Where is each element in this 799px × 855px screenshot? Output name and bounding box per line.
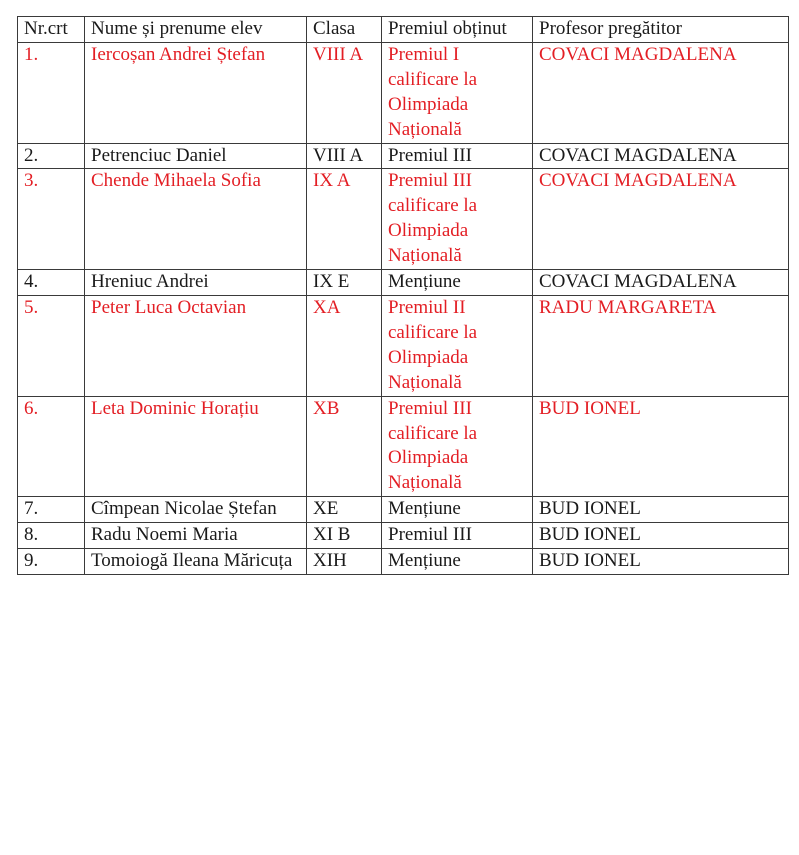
header-name: Nume și prenume elev (85, 17, 307, 43)
cell-nr: 5. (18, 295, 85, 396)
table-row (18, 497, 789, 523)
cell-nr: 8. (18, 523, 85, 549)
cell-prize: Premiul I calificare la Olimpiada Națională (382, 42, 533, 143)
cell-class: XB (307, 396, 382, 497)
cell-prize: Mențiune (382, 270, 533, 296)
cell-teacher: BUD IONEL (533, 396, 789, 497)
header-nr: Nr.crt (18, 17, 85, 43)
header-prize: Premiul obținut (382, 17, 533, 43)
table-row (18, 42, 789, 143)
header-class: Clasa (307, 17, 382, 43)
table-row (18, 523, 789, 549)
cell-name: Hreniuc Andrei (85, 270, 307, 296)
cell-class: XE (307, 497, 382, 523)
cell-nr: 9. (18, 549, 85, 575)
table-body (18, 42, 789, 574)
cell-prize: Premiul III calificare la Olimpiada Națională (382, 396, 533, 497)
cell-nr: 4. (18, 270, 85, 296)
cell-name: Cîmpean Nicolae Ștefan (85, 497, 307, 523)
cell-nr: 6. (18, 396, 85, 497)
results-table (17, 16, 789, 575)
table-header-row (18, 17, 789, 43)
cell-class: IX E (307, 270, 382, 296)
cell-name: Petrenciuc Daniel (85, 143, 307, 169)
table-row (18, 549, 789, 575)
cell-nr: 7. (18, 497, 85, 523)
cell-teacher: BUD IONEL (533, 549, 789, 575)
cell-prize: Mențiune (382, 497, 533, 523)
cell-teacher: COVACI MAGDALENA (533, 42, 789, 143)
cell-name: Leta Dominic Horațiu (85, 396, 307, 497)
header-teacher: Profesor pregătitor (533, 17, 789, 43)
cell-class: IX A (307, 169, 382, 270)
table-row (18, 270, 789, 296)
cell-teacher: COVACI MAGDALENA (533, 270, 789, 296)
cell-name: Tomoiogă Ileana Măricuța (85, 549, 307, 575)
cell-class: VIII A (307, 143, 382, 169)
cell-nr: 1. (18, 42, 85, 143)
cell-prize: Premiul III calificare la Olimpiada Națională (382, 169, 533, 270)
cell-prize: Mențiune (382, 549, 533, 575)
cell-nr: 3. (18, 169, 85, 270)
cell-class: XI B (307, 523, 382, 549)
cell-class: VIII A (307, 42, 382, 143)
cell-prize: Premiul III (382, 143, 533, 169)
cell-teacher: COVACI MAGDALENA (533, 143, 789, 169)
cell-nr: 2. (18, 143, 85, 169)
cell-prize: Premiul II calificare la Olimpiada Națională (382, 295, 533, 396)
table-row (18, 295, 789, 396)
table-row (18, 396, 789, 497)
cell-name: Iercoșan Andrei Ștefan (85, 42, 307, 143)
cell-class: XIH (307, 549, 382, 575)
cell-class: XA (307, 295, 382, 396)
cell-teacher: BUD IONEL (533, 523, 789, 549)
cell-name: Radu Noemi Maria (85, 523, 307, 549)
table-row (18, 143, 789, 169)
cell-name: Peter Luca Octavian (85, 295, 307, 396)
cell-prize: Premiul III (382, 523, 533, 549)
table-row (18, 169, 789, 270)
cell-teacher: BUD IONEL (533, 497, 789, 523)
cell-teacher: RADU MARGARETA (533, 295, 789, 396)
cell-name: Chende Mihaela Sofia (85, 169, 307, 270)
cell-teacher: COVACI MAGDALENA (533, 169, 789, 270)
